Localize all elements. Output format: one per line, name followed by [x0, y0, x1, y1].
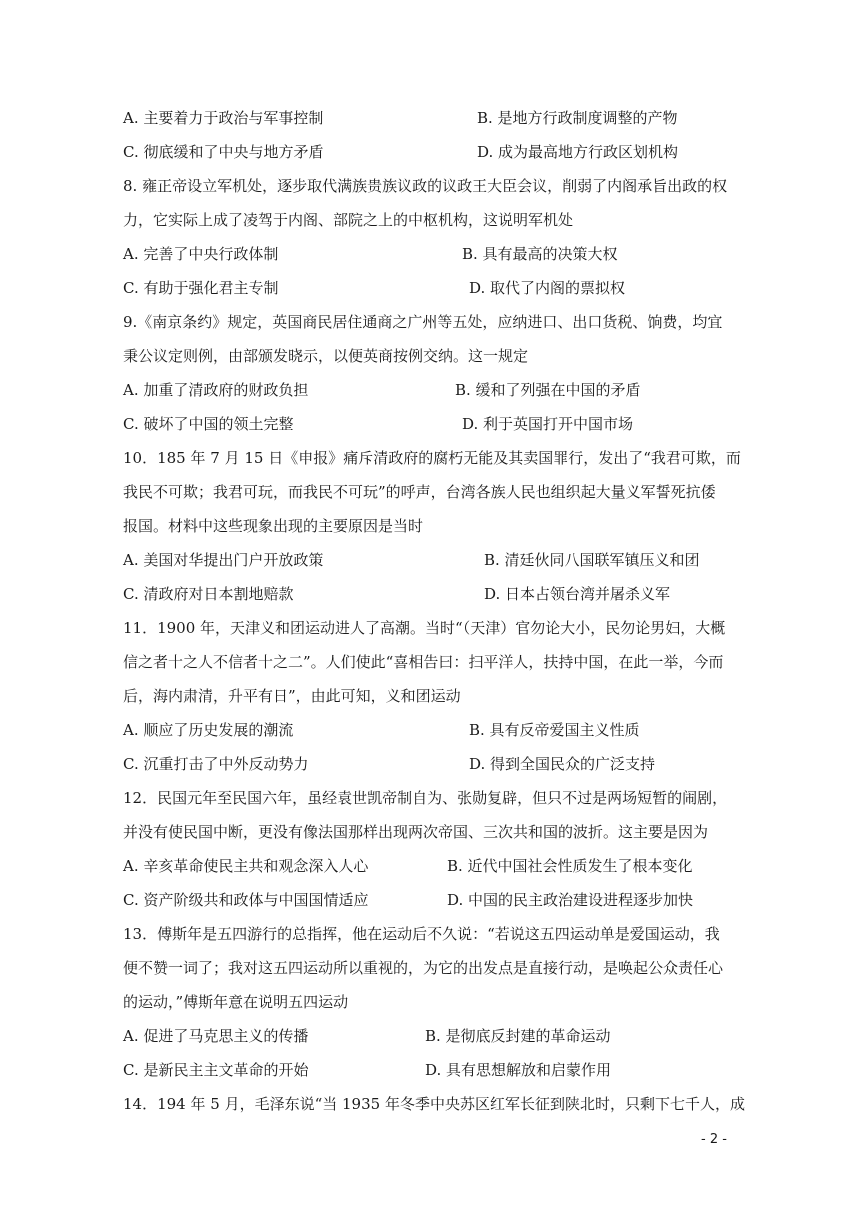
- answer-option: C. 沉重打击了中外反动势力: [123, 755, 309, 773]
- answer-option: A. 顺应了历史发展的潮流: [123, 721, 294, 739]
- answer-option: A. 辛亥革命使民主共和观念深入人心: [123, 857, 369, 875]
- question-stem-line: 报国。材料中这些现象出现的主要原因是当时: [123, 517, 424, 535]
- question-stem-line: 13．傅斯年是五四游行的总指挥，他在运动后不久说：“若说这五四运动单是爱国运动，我: [123, 925, 720, 943]
- answer-option: A. 美国对华提出门户开放政策: [123, 551, 324, 569]
- question-stem-line: 12．民国元年至民国六年，虽经袁世凯帝制自为、张勋复辟，但只不过是两场短暂的闹剧，: [123, 789, 728, 807]
- answer-option: D. 取代了内阁的票拟权: [469, 279, 626, 297]
- answer-option: D. 得到全国民众的广泛支持: [469, 755, 656, 773]
- answer-option: D. 成为最高地方行政区划机构: [477, 143, 679, 161]
- answer-option: B. 是彻底反封建的革命运动: [425, 1027, 611, 1045]
- answer-option: C. 是新民主主文革命的开始: [123, 1061, 309, 1079]
- answer-option: A. 促进了马克思主义的传播: [123, 1027, 309, 1045]
- answer-option: C. 破坏了中国的领土完整: [123, 415, 294, 433]
- answer-option: C. 有助于强化君主专制: [123, 279, 279, 297]
- question-stem-line: 后，海内肃清，升平有日”，由此可知，义和团运动: [123, 687, 461, 705]
- question-stem-line: 9.《南京条约》规定，英国商民居住通商之广州等五处，应纳进口、出口货税、饷费，均宜: [123, 313, 723, 331]
- answer-option: C. 资产阶级共和政体与中国国情适应: [123, 891, 369, 909]
- answer-option: B. 缓和了列强在中国的矛盾: [455, 381, 641, 399]
- question-stem-line: 10．185 年 7 月 15 日《申报》痛斥清政府的腐朽无能及其卖国罪行，发出了“我君可欺，而: [123, 449, 741, 467]
- answer-option: A. 主要着力于政治与军事控制: [123, 109, 324, 127]
- answer-option: A. 完善了中央行政体制: [123, 245, 279, 263]
- answer-option: D. 中国的民主政治建设进程逐步加快: [447, 891, 694, 909]
- answer-option: B. 具有反帝爱国主义性质: [469, 721, 640, 739]
- answer-option: B. 是地方行政制度调整的产物: [477, 109, 678, 127]
- question-stem-line: 11．1900 年，天津义和团运动进人了高潮。当时“（天津）官勿论大小，民勿论男妇，大概: [123, 619, 726, 637]
- answer-option: B. 近代中国社会性质发生了根本变化: [447, 857, 693, 875]
- question-stem-line: 秉公议定则例，由部颁发晓示，以便英商按例交纳。这一规定: [123, 347, 529, 365]
- question-stem-line: 力，它实际上成了凌驾于内阁、部院之上的中枢机构，这说明军机处: [123, 211, 574, 229]
- answer-option: B. 具有最高的决策大权: [462, 245, 618, 263]
- question-stem-line: 8. 雍正帝设立军机处，逐步取代满族贵族议政的议政王大臣会议，削弱了内阁承旨出政的权: [123, 177, 728, 195]
- answer-option: B. 清廷伙同八国联军镇压义和团: [484, 551, 700, 569]
- answer-option: C. 彻底缓和了中央与地方矛盾: [123, 143, 324, 161]
- question-stem-line: 信之者十之人不信者十之二”。人们使此“喜相告曰：扫平洋人，扶持中国，在此一举，今而: [123, 653, 724, 671]
- question-stem-line: 并没有使民国中断，更没有像法国那样出现两次帝国、三次共和国的波折。这主要是因为: [123, 823, 709, 841]
- answer-option: A. 加重了清政府的财政负担: [123, 381, 309, 399]
- answer-option: C. 清政府对日本割地赔款: [123, 585, 294, 603]
- answer-option: D. 具有思想解放和启蒙作用: [425, 1061, 612, 1079]
- answer-option: D. 利于英国打开中国市场: [462, 415, 634, 433]
- page-number: - 2 -: [701, 1132, 727, 1147]
- question-stem-line: 的运动，”傅斯年意在说明五四运动: [123, 993, 349, 1011]
- question-stem-line: 14．194 年 5 月，毛泽东说“当 1935 年冬季中央苏区红军长征到陕北时，只剩下七千人，成: [123, 1095, 745, 1113]
- answer-option: D. 日本占领台湾并屠杀义军: [484, 585, 671, 603]
- question-stem-line: 我民不可欺；我君可玩，而我民不可玩”的呼声，台湾各族人民也组织起大量义军誓死抗倭: [123, 483, 716, 501]
- question-stem-line: 便不赞一词了；我对这五四运动所以重视的，为它的出发点是直接行动，是唤起公众责任心: [123, 959, 724, 977]
